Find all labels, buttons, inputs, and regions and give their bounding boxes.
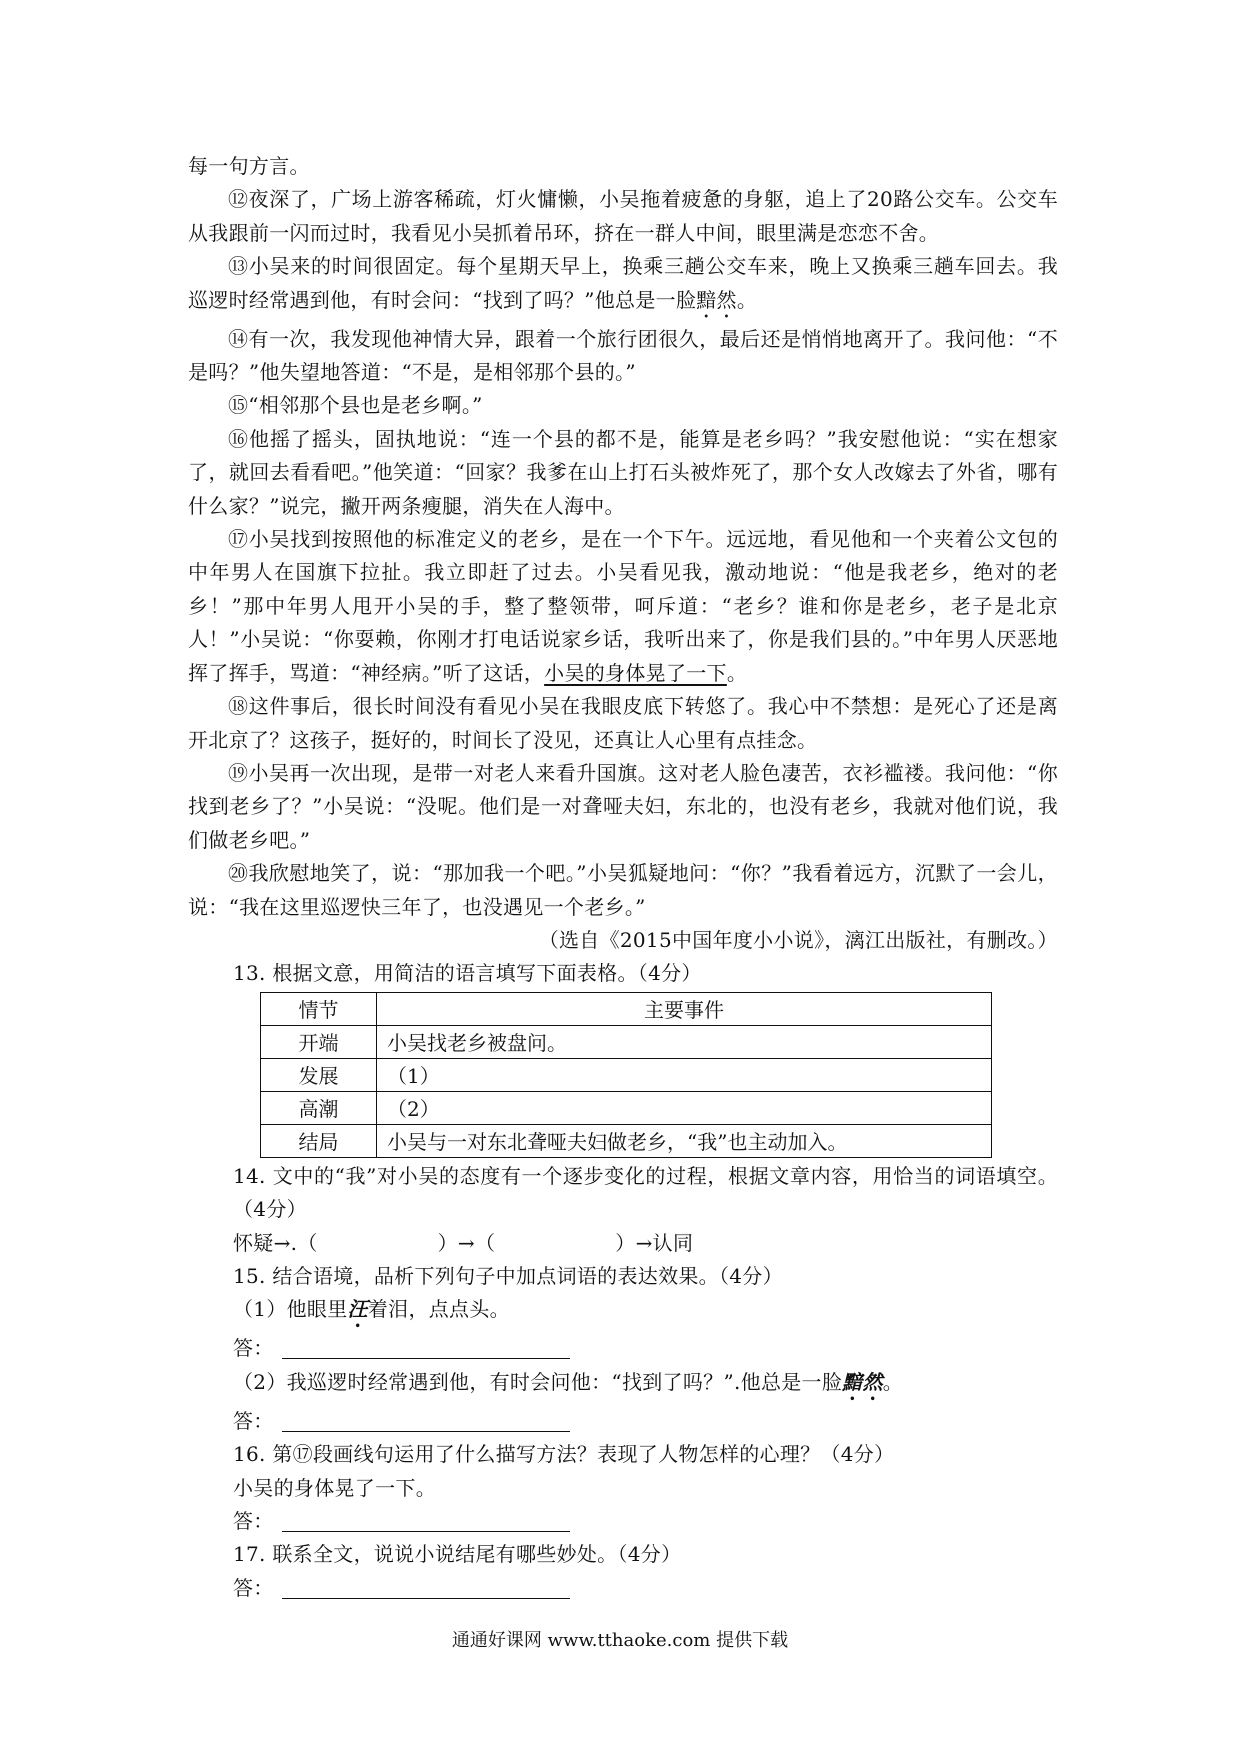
answer-line[interactable] bbox=[282, 1409, 570, 1432]
answer-line[interactable] bbox=[282, 1576, 570, 1599]
dotted-word: 汪 bbox=[347, 1297, 368, 1322]
event-cell: 小吴找老乡被盘问。 bbox=[377, 1025, 992, 1058]
table-header-row bbox=[261, 992, 992, 1025]
stage-cell: 发展 bbox=[261, 1058, 377, 1091]
dotted-word: 黯然 bbox=[696, 287, 737, 312]
paragraph-18: ⑱这件事后，很长时间没有看见小吴在我眼皮底下转悠了。我心中不禁想：是死心了还是离开北京了？这孩子，挺好的，时间长了没见，还真让人心里有点挂念。 bbox=[188, 694, 1058, 752]
stage-cell: 开端 bbox=[261, 1025, 377, 1058]
page-content bbox=[188, 150, 1058, 1605]
question-13: 13. 根据文意，用简洁的语言填写下面表格。（4分） bbox=[233, 961, 702, 986]
table-row bbox=[261, 1124, 992, 1157]
question-15-1: （1）他眼里汪着泪，点点头。 bbox=[233, 1297, 510, 1322]
event-cell[interactable]: （1） bbox=[377, 1058, 992, 1091]
paragraph-19: ⑲小吴再一次出现，是带一对老人来看升国旗。这对老人脸色凄苦，衣衫褴褛。我问他：“你找到老乡了？”小吴说：“没呢。他们是一对聋哑夫妇，东北的，也没有老乡，我就对他们说，我们做老乡吧。” bbox=[188, 760, 1058, 852]
page-footer: 通通好课网 www.tthaoke.com 提供下载 bbox=[451, 1630, 789, 1651]
table-header-cell: 主要事件 bbox=[377, 992, 992, 1025]
table-row bbox=[261, 1058, 992, 1091]
stage-cell: 高潮 bbox=[261, 1091, 377, 1124]
paragraph-17: ⑰小吴找到按照他的标准定义的老乡，是在一个下午。远远地，看见他和一个夹着公文包的中年男人在国旗下拉扯。我立即赶了过去。小吴看见我，激动地说：“他是我老乡，绝对的老乡！”那中年男人甩开小吴的手，整了整领带，呵斥道：“老乡？谁和你是老乡，老子是北京人！”小吴说：“你耍赖，你刚才打电话说家乡话，我听出来了，你是我们县的。”中年男人厌恶地挥了挥手，骂道：“神经病。”听了这话，小吴的身体晃了一下。 bbox=[188, 527, 1058, 685]
dotted-word: 黯然 bbox=[842, 1369, 883, 1394]
paragraph-13: ⑬小吴来的时间很固定。每个星期天早上，换乘三趟公交车来，晚上又换乘三趟车回去。我巡逻时经常遇到他，有时会问：“找到了吗？”他总是一脸黯然。 bbox=[188, 254, 1058, 312]
question-15: 15. 结合语境，品析下列句子中加点词语的表达效果。（4分） bbox=[233, 1263, 783, 1288]
source-citation: （选自《2015中国年度小小说》，漓江出版社，有删改。） bbox=[538, 927, 1058, 952]
answer-16: 答： bbox=[233, 1505, 1058, 1538]
answer-15-2: 答： bbox=[233, 1405, 1058, 1438]
paragraph-20: ⑳我欣慰地笑了，说：“那加我一个吧。”小吴狐疑地问：“你？”我看着远方，沉默了一会儿，说：“我在这里巡逻快三年了，也没遇见一个老乡。” bbox=[188, 861, 1058, 919]
table-header-cell: 情节 bbox=[261, 992, 377, 1025]
plot-table bbox=[260, 992, 992, 1158]
event-cell: 小吴与一对东北聋哑夫妇做老乡，“我”也主动加入。 bbox=[377, 1124, 992, 1157]
event-cell[interactable]: （2） bbox=[377, 1091, 992, 1124]
question-14-fill: 怀疑→.（ ）→（ ）→认同 bbox=[233, 1230, 694, 1255]
answer-17: 答： bbox=[233, 1572, 1058, 1605]
question-14: 14. 文中的“我”对小吴的态度有一个逐步变化的过程，根据文章内容，用恰当的词语填空。（4分） bbox=[233, 1163, 1058, 1222]
question-16: 16. 第⑰段画线句运用了什么描写方法？表现了人物怎样的心理？（4分） bbox=[233, 1442, 895, 1467]
underlined-sentence: 小吴的身体晃了一下 bbox=[544, 660, 727, 685]
paragraph-14: ⑭有一次，我发现他神情大异，跟着一个旅行团很久，最后还是悄悄地离开了。我问他：“不是吗？”他失望地答道：“不是，是相邻那个县的。” bbox=[188, 326, 1058, 385]
stage-cell: 结局 bbox=[261, 1124, 377, 1157]
table-row bbox=[261, 1091, 992, 1124]
paragraph-11-tail: 每一句方言。 bbox=[188, 154, 310, 178]
paragraph-15: ⑮“相邻那个县也是老乡啊。” bbox=[228, 393, 483, 418]
answer-line[interactable] bbox=[282, 1509, 570, 1532]
answer-15-1: 答： bbox=[233, 1332, 1058, 1365]
question-15-2: （2）我巡逻时经常遇到他，有时会问他：“找到了吗？”.他总是一脸黯然。 bbox=[233, 1369, 904, 1394]
table-row bbox=[261, 1025, 992, 1058]
question-17: 17. 联系全文，说说小说结尾有哪些妙处。（4分） bbox=[233, 1542, 682, 1567]
paragraph-16: ⑯他摇了摇头，固执地说：“连一个县的都不是，能算是老乡吗？”我安慰他说：“实在想家了，就回去看看吧。”他笑道：“回家？我爹在山上打石头被炸死了，那个女人改嫁去了外省，哪有什么家？”说完，撇开两条瘦腿，消失在人海中。 bbox=[188, 426, 1058, 518]
paragraph-12: ⑫夜深了，广场上游客稀疏，灯火慵懒，小吴拖着疲惫的身躯，追上了20路公交车。公交车从我跟前一闪而过时，我看见小吴抓着吊环，挤在一群人中间，眼里满是恋恋不舍。 bbox=[188, 187, 1058, 245]
question-16-sentence: 小吴的身体晃了一下。 bbox=[233, 1475, 436, 1500]
answer-line[interactable] bbox=[282, 1336, 570, 1359]
